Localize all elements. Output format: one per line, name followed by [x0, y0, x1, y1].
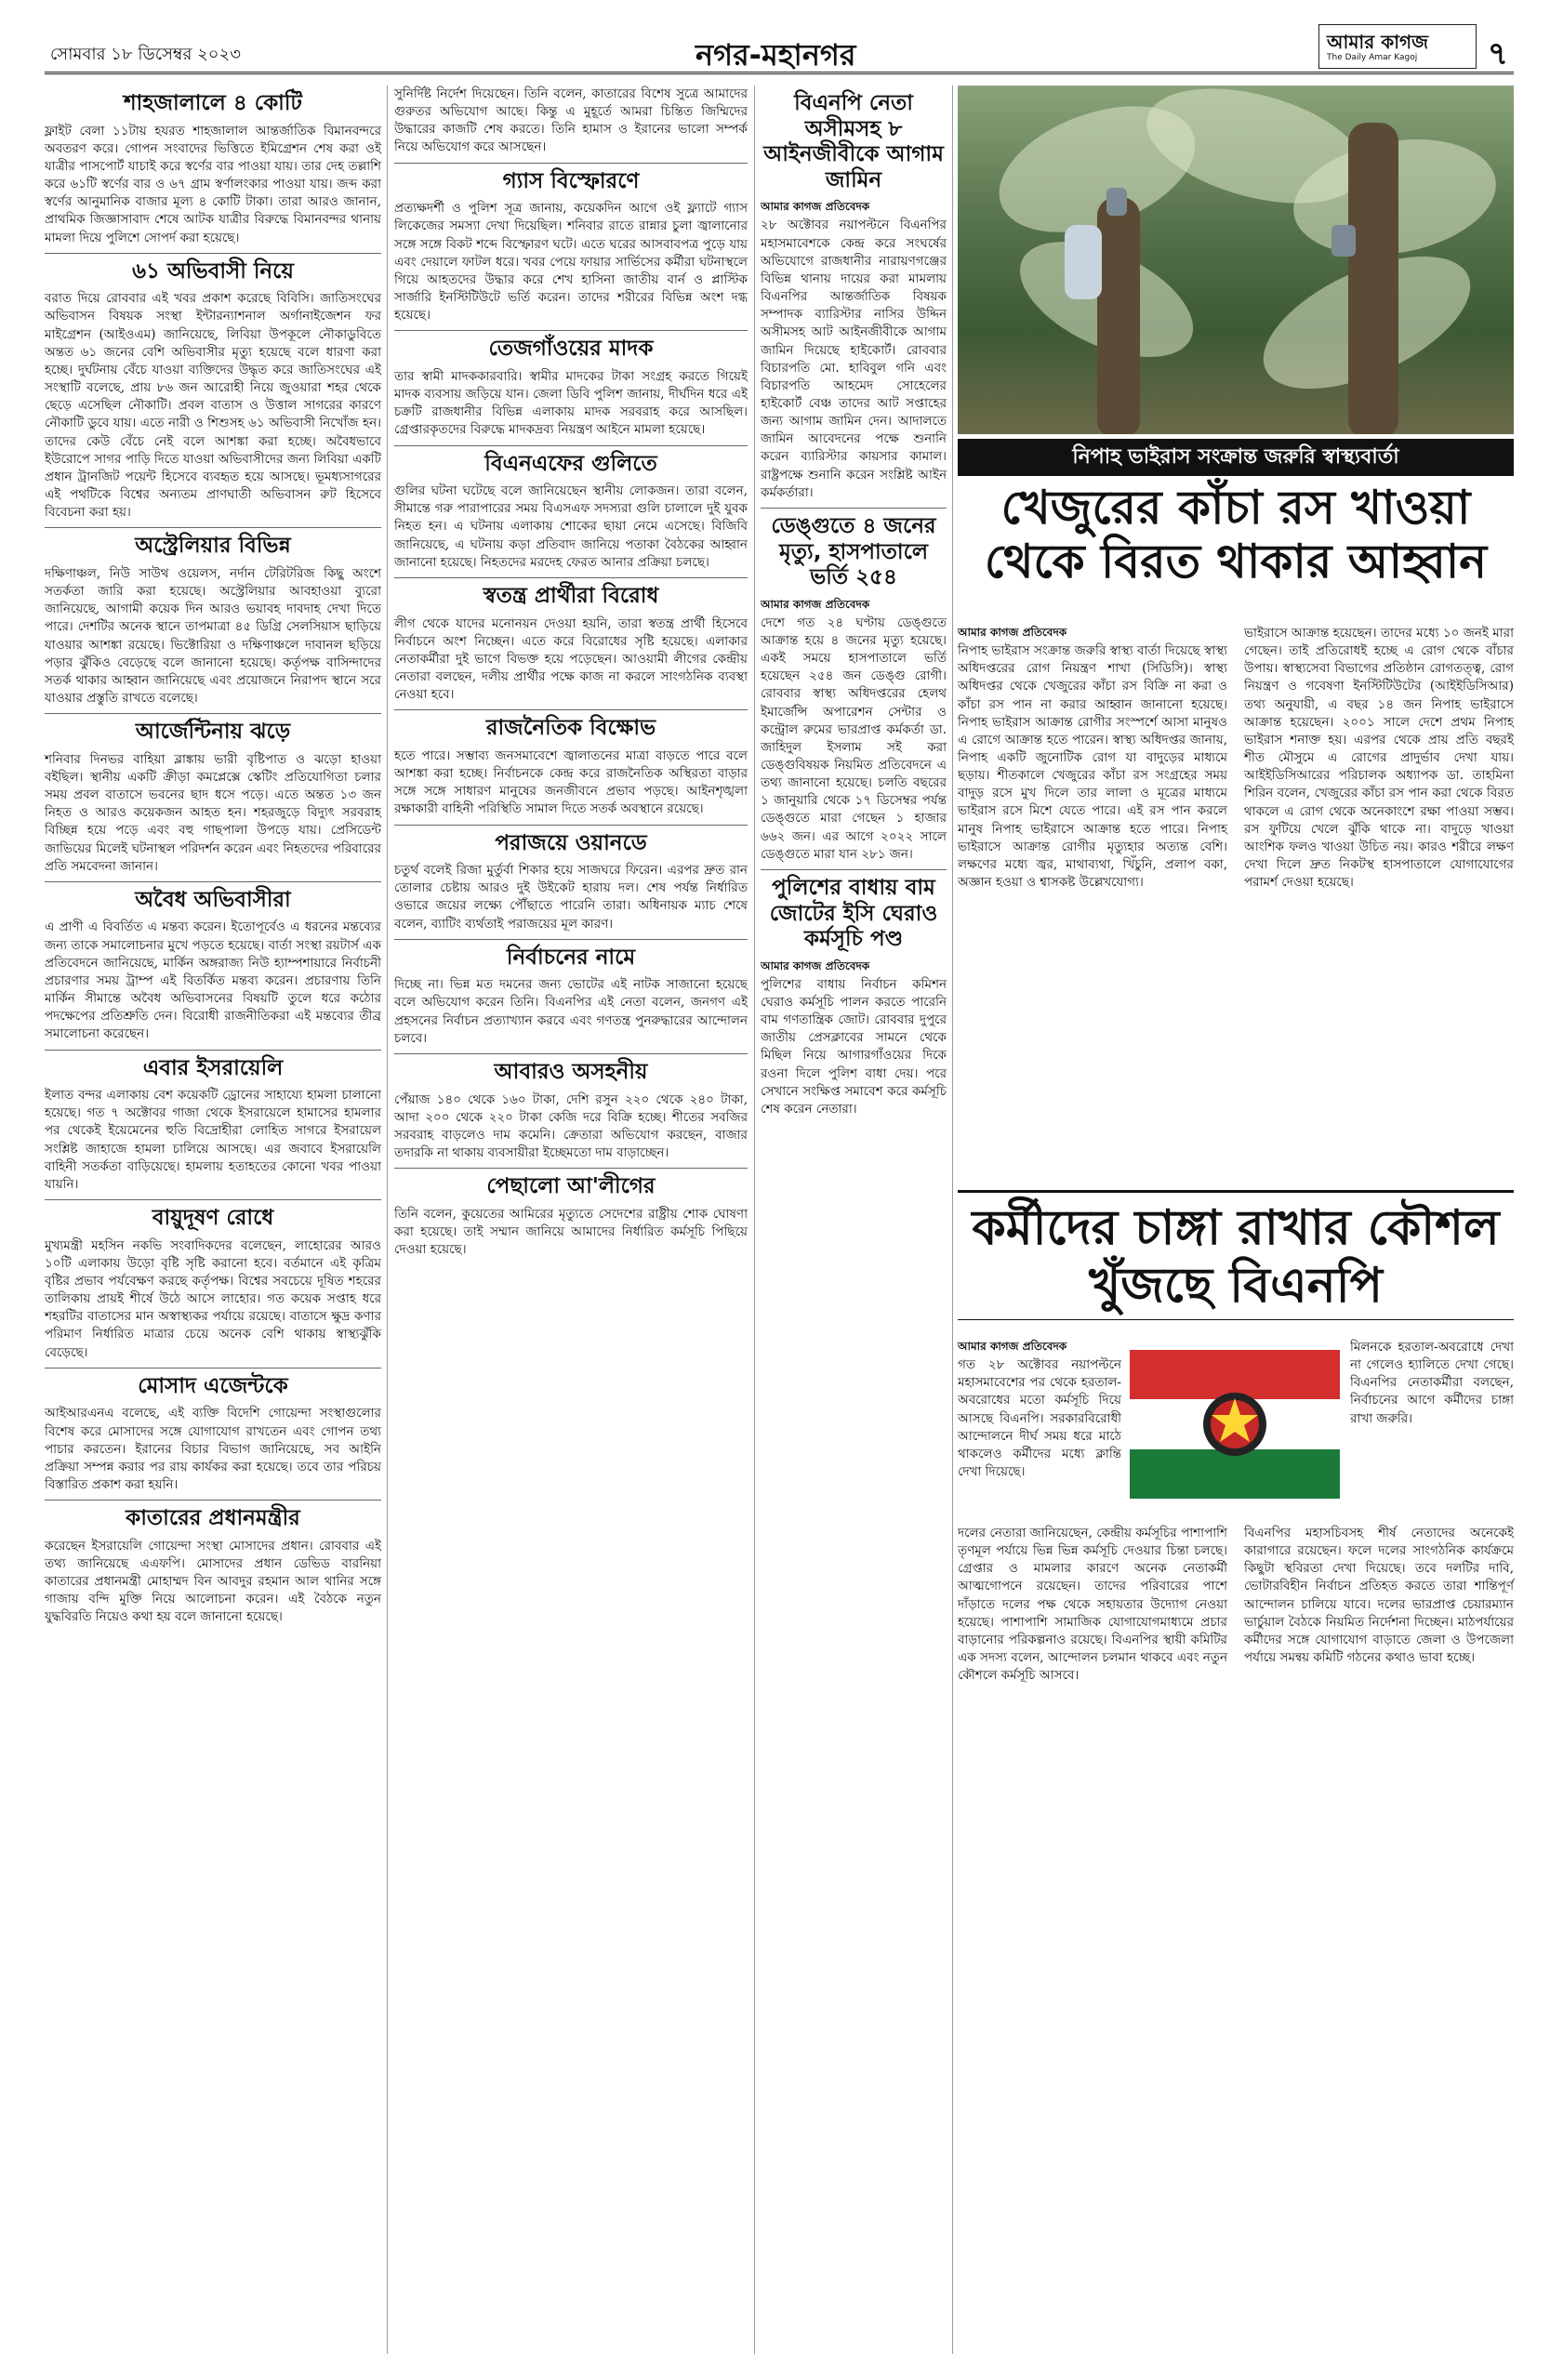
divider	[394, 330, 748, 331]
date-palm-photo	[958, 86, 1514, 434]
bnp-flag-image	[1130, 1350, 1340, 1499]
story-body	[1244, 1525, 1514, 1669]
story-body: দক্ষিণাঞ্চল, নিউ সাউথ ওয়েলস, নর্দান টেরিটরিজ কিছু অংশে সতর্কতা জারি করা হয়েছে। অস্ট্রেলিয়ার আবহাওয়া ব্যুরো জানিয়েছে, আগামী কয়েক দিন আরও ভয়াবহ দাবদাহ দেখা দিতে পারে। দেশটির অনেক স্থানে তাপমাত্রা ৪৫ ডিগ্রি সেলসিয়াস ছাড়িয়ে যাওয়ার আশঙ্কা রয়েছে। ভিক্টোরিয়া ও দক্ষিণাঞ্চলে দাবানল ছড়িয়ে পড়ার ঝুঁকিও বেড়েছে বলে জানানো হয়েছে। কর্তৃপক্ষ বাসিন্দাদের সতর্ক থাকার আহ্বান জানিয়েছে এবং প্রয়োজনে নিরাপদ স্থানে সরে যাওয়ার প্রস্তুতি রাখতে বলেছে।	[45, 565, 381, 706]
divider	[45, 1050, 381, 1051]
story-title: পেছালো আ'লীগের	[486, 1174, 656, 1199]
story-body: ২৮ অক্টোবর নয়াপল্টনে বিএনপির মহাসমাবেশকে কেন্দ্র করে সংঘর্ষের অভিযোগে রাজধানীর নারায়ণগঞ্জের বিভিন্ন থানায় দায়ের করা মামলায় বিএনপির আন্তর্জাতিক বিষয়ক সম্পাদক ব্যারিস্টার নাসির উদ্দিন অসীমসহ আট আইনজীবীকে আগাম জামিন দিয়েছে হাইকোর্ট। রোববার বিচারপতি মো. হাবিবুল গনি এবং বিচারপতি আহমেদ সোহেলের হাইকোর্ট বেঞ্চ তাদের আট সপ্তাহের জন্য আগাম জামিন দেন। আদালতে জামিন আবেদনের পক্ষে শুনানি করেন ব্যারিস্টার কায়সার কামাল। রাষ্ট্রপক্ষে শুনানি করেন সংশ্লিষ্ট আইন কর্মকর্তারা।	[761, 218, 947, 500]
story-body: শনিবার দিনভর বাহিয়া ব্লাঙ্কায় ভারী বৃষ্টিপাত ও ঝড়ো হাওয়া বইছিল। স্থানীয় একটি ক্রীড়া কমপ্লেক্সে স্কেটিং প্রতিযোগিতা চলার সময় প্রবল বাতাসে ভবনের ছাদ ধসে পড়ে। এতে অন্তত ১৩ জন নিহত ও আরও কয়েকজন আহত হন। শহরজুড়ে বিদ্যুৎ সরবরাহ বিচ্ছিন্ন হয়ে পড়ে এবং বহু গাছপালা উপড়ে যায়। প্রেসিডেন্ট জাভিয়ের মিলেই ঘটনাস্থল পরিদর্শন করেন এবং নিহতদের পরিবারের প্রতি সমবেদনা জানান।	[45, 751, 381, 874]
story-title: শাহজালালে ৪ কোটি	[124, 91, 302, 115]
story-body: প্রত্যক্ষদর্শী ও পুলিশ সূত্র জানায়, কয়েকদিন আগে ওই ফ্ল্যাটে গ্যাস লিকেজের সমস্যা দেখা দিয়েছিল। শনিবার রাতে রান্নার চুলা জ্বালানোর সঙ্গে সঙ্গে বিকট শব্দে বিস্ফোরণ ঘটে। এতে ঘরের আসবাবপত্র পুড়ে যায় এবং দেয়ালে ফাটল ধরে। খবর পেয়ে ফায়ার সার্ভিসের কর্মীরা ঘটনাস্থলে গিয়ে আহতদের উদ্ধার করে শেখ হাসিনা জাতীয় বার্ন ও প্লাস্টিক সার্জারি ইনস্টিটিউটে ভর্তি করেন। তাদের শরীরের বিভিন্ন অংশ দগ্ধ হয়েছে।	[394, 201, 748, 324]
logo-subtitle: The Daily Amar Kagoj	[1327, 53, 1418, 62]
divider	[45, 1500, 381, 1501]
story-text: দলের নেতারা জানিয়েছেন, কেন্দ্রীয় কর্মসূচির পাশাপাশি তৃণমূল পর্যায়ে ভিন্ন ভিন্ন কর্মসূচি দেওয়ার চিন্তা চলছে। গ্রেপ্তার ও মামলার কারণে অনেক নেতাকর্মী আত্মগোপনে রয়েছেন। তাদের পরিবারের পাশে দাঁড়াতে দলের পক্ষ থেকে সহায়তার উদ্যোগ নেওয়া হয়েছে। পাশাপাশি সামাজিক যোগাযোগমাধ্যমে প্রচার বাড়ানোর পরিকল্পনাও রয়েছে। বিএনপির স্থায়ী কমিটির এক সদস্য বলেন, আন্দোলন চলমান থাকবে এবং নতুন কৌশলে কর্মসূচি আসবে।	[958, 1526, 1227, 1684]
story-body	[958, 625, 1227, 893]
story-body: ফ্লাইট বেলা ১১টায় হযরত শাহজালাল আন্তর্জাতিক বিমানবন্দরে অবতরণ করে। গোপন সংবাদের ভিত্তিতে ইমিগ্রেশন শেষ করা ওই যাত্রীর পাসপোর্ট যাচাই করে স্বর্ণের বার পাওয়া যায়। তার দেহ তল্লাশি করে ৬১টি স্বর্ণের বার ও ৬৭ গ্রাম স্বর্ণালংকার পাওয়া যায়। জব্দ করা স্বর্ণের আনুমানিক বাজার মূল্য ৪ কোটি টাকা। তারা আরও জানান, প্রাথমিক জিজ্ঞাসাবাদ শেষে আটক যাত্রীর বিরুদ্ধে বিমানবন্দর থানায় মামলা দিয়ে পুলিশে সোপর্দ করা হয়েছে।	[45, 123, 381, 245]
divider	[394, 709, 748, 710]
story-body: লীগ থেকে যাদের মনোনয়ন দেওয়া হয়নি, তারা স্বতন্ত্র প্রার্থী হিসেবে নির্বাচনে অংশ নিচ্ছেন। এতে করে বিরোধের সৃষ্টি হয়েছে। এলাকার নেতাকর্মীরা দুই ভাগে বিভক্ত হয়ে পড়েছেন। আওয়ামী লীগের কেন্দ্রীয় নেতারা বলছেন, দলীয় প্রার্থীর পক্ষে কাজ না করলে সাংগঠনিক ব্যবস্থা নেওয়া হবে।	[394, 615, 748, 703]
story-body: তার স্বামী মাদককারবারি। স্বামীর মাদকের টাকা সংগ্রহ করতে গিয়েই মাদক ব্যবসায় জড়িয়ে যান। জেলা ডিবি পুলিশ জানায়, দীর্ঘদিন ধরে এই চক্রটি রাজধানীর বিভিন্ন এলাকায় মাদক সরবরাহ করে আসছিল। গ্রেপ্তারকৃতদের বিরুদ্ধে মাদকদ্রব্য নিয়ন্ত্রণ আইনে মামলা হয়েছে।	[394, 368, 748, 438]
column-3	[761, 86, 947, 1120]
divider	[761, 869, 947, 870]
logo-name: আমার কাগজ	[1327, 31, 1428, 53]
story-title: নির্বাচনের নামে	[506, 945, 636, 970]
byline: আমার কাগজ প্রতিবেদক	[761, 959, 870, 972]
story-body: বরাত দিয়ে রোববার এই খবর প্রকাশ করেছে বিবিসি। জাতিসংঘের অভিবাসন বিষয়ক সংস্থা ইন্টারন্যাশনাল অর্গানাইজেশন ফর মাইগ্রেশন (আইওএম) জানিয়েছে, লিবিয়া উপকূলে নৌকাডুবিতে অন্তত ৬১ জনের বেশি অভিবাসীর মৃত্যু হয়েছে বলে ধারণা করা হচ্ছে। দুর্ঘটনায় বেঁচে যাওয়া ব্যক্তিদের উদ্ধৃত করে জাতিসংঘের এই সংস্থাটি বলেছে, প্রায় ৮৬ জন আরোহী নিয়ে জুওয়ারা শহর থেকে ছেড়ে এসেছিল নৌকাটি। প্রবল বাতাস ও উত্তাল সাগরের কারণে নৌকাটি ডুবে যায়। এতে নারী ও শিশুসহ ৬১ অভিবাসী নিখোঁজ হন। তাদের কেউ বেঁচে নেই বলে আশঙ্কা করা হচ্ছে। অবৈধভাবে ইউরোপে সাগর পাড়ি দিতে যাওয়া অভিবাসীদের জন্য লিবিয়া একটি প্রধান ট্রানজিট পয়েন্ট হিসেবে ব্যবহৃত হয়ে আসছে। ভূমধ্যসাগরের এই পথটিকে বিশ্বের অন্যতম প্রাণঘাতী অভিবাসন রুট হিসেবে বিবেচনা করা হয়।	[45, 291, 381, 521]
divider	[394, 163, 748, 164]
story-body	[1350, 1339, 1514, 1430]
story-title: পুলিশের বাধায় বাম জোটের ইসি ঘেরাও কর্মসূচি পণ্ড	[769, 875, 938, 952]
story-text: গত ২৮ অক্টোবর নয়াপল্টনে মহাসমাবেশের পর থেকে হরতাল-অবরোধের মতো কর্মসূচি দিয়ে আসছে বিএনপি। সরকারবিরোধী আন্দোলনে দীর্ঘ সময় ধরে মাঠে থাকলেও কর্মীদের মধ্যে ক্লান্তি দেখা দিয়েছে।	[958, 1357, 1121, 1479]
page-header	[45, 20, 1514, 74]
byline: আমার কাগজ প্রতিবেদক	[958, 1340, 1067, 1353]
divider	[394, 445, 748, 446]
story-body: সুনির্দিষ্ট নির্দেশ দিয়েছেন। তিনি বলেন, কাতারের বিশেষ সুত্রে আমাদের গুরুতর অভিযোগ আছে। কিন্তু এ মুহূর্তে আমরা চিন্তিত জিম্মিদের উদ্ধারের কাজটি শেষ করতে। তিনি হামাস ও ইরানের ভালো সম্পর্ক নিয়ে অভিযোগ করে আসছেন।	[394, 86, 748, 155]
story-body: গুলির ঘটনা ঘটেছে বলে জানিয়েছেন স্থানীয় লোকজন। তারা বলেন, সীমান্তে গরু পারাপারের সময় বিএসএফ সদস্যরা গুলি চালালে দুই যুবক নিহত হন। এ ঘটনায় এলাকায় শোকের ছায়া নেমে এসেছে। বিজিবি জানিয়েছে, এ ঘটনায় কড়া প্রতিবাদ জানিয়ে পতাকা বৈঠকের আহ্বান জানানো হয়েছে। নিহতদের মরদেহ ফেরত আনার প্রক্রিয়া চলছে।	[394, 483, 748, 570]
divider	[45, 713, 381, 714]
story-title: আর্জেন্টিনায় ঝড়ে	[135, 720, 291, 745]
divider	[45, 527, 381, 528]
divider	[761, 508, 947, 509]
divider	[45, 253, 381, 254]
headline-nipah: খেজুরের কাঁচা রস খাওয়া থেকে বিরত থাকার আহ্বান	[984, 481, 1488, 588]
story-body	[1244, 625, 1514, 893]
story-body	[958, 1339, 1121, 1483]
story-body: এ প্রাণী এ বিবর্তিত এ মন্তব্য করেন। ইতোপূর্বেও এ ধরনের মন্তব্যের জন্য তাকে সমালোচনার মুখে পড়তে হয়েছে। বার্তা সংস্থা রয়টার্স এক প্রতিবেদনে জানিয়েছে, মার্কিন অঙ্গরাজ্য নিউ হ্যাম্পশায়ারে নির্বাচনী প্রচারণার সময় ট্রাম্প এই বিতর্কিত মন্তব্য করেন। প্রচারণায় তিনি মার্কিন সীমান্তে অবৈধ অভিবাসনের বিষয়টি তুলে ধরে কঠোর পদক্ষেপের প্রতিশ্রুতি দেন। বিরোধী রাজনীতিকরা এই মন্তব্যের তীব্র সমালোচনা করেছেন।	[45, 919, 381, 1042]
story-body: হতে পারে। সম্ভাব্য জনসমাবেশে জ্বালাতনের মাত্রা বাড়তে পারে বলে আশঙ্কা করা হচ্ছে। নির্বাচনকে কেন্দ্র করে রাজনৈতিক অস্থিরতা বাড়ার সঙ্গে সঙ্গে সাধারণ মানুষের জনজীবনে প্রভাব পড়ছে। আইনশৃঙ্খলা রক্ষাকারী বাহিনী পরিস্থিতি সামাল দিতে সতর্ক অবস্থানে রয়েছে।	[394, 747, 748, 817]
story-body: তিনি বলেন, কুয়েতের আমিরের মৃত্যুতে সেদেশের রাষ্ট্রীয় শোক ঘোষণা করা হয়েছে। তাই সম্মান জানিয়ে আমাদের নির্ধারিত কর্মসূচি পিছিয়ে দেওয়া হয়েছে।	[394, 1206, 748, 1258]
story-title: পরাজয়ে ওয়ানডে	[495, 830, 647, 855]
story-title: তেজগাঁওয়ের মাদক	[488, 337, 654, 362]
story-body: দেশে গত ২৪ ঘণ্টায় ডেঙ্গুতে আক্রান্ত হয়ে ৪ জনের মৃত্যু হয়েছে। একই সময়ে হাসপাতালে ভর্তি হয়েছেন ২৫৪ জন ডেঙ্গু রোগী। রোববার স্বাস্থ্য অধিদপ্তরের হেলথ ইমার্জেন্সি অপারেশন সেন্টার ও কন্ট্রোল রুমের ভারপ্রাপ্ত কর্মকর্তা ডা. জাহিদুল ইসলাম সই করা ডেঙ্গুবিষয়ক নিয়মিত প্রতিবেদনে এ তথ্য জানানো হয়েছে। চলতি বছরের ১ জানুয়ারি থেকে ১৭ ডিসেম্বর পর্যন্ত ডেঙ্গুতে মারা গেছেন ১ হাজার ৬৬২ জন। এর আগে ২০২২ সালে ডেঙ্গুতে মারা যান ২৮১ জন।	[761, 615, 947, 862]
story-title: মোসাদ এজেন্টকে	[138, 1373, 288, 1398]
byline: আমার কাগজ প্রতিবেদক	[958, 626, 1067, 639]
story-title: স্বতন্ত্র প্রার্থীরা বিরোধ	[483, 583, 659, 608]
section-title: নগর-মহানগর	[696, 37, 856, 73]
divider	[45, 881, 381, 882]
masthead-logo	[1318, 24, 1477, 69]
story-title: রাজনৈতিক বিক্ষোভ	[485, 716, 656, 741]
story-text: নিপাহ ভাইরাস সংক্রান্ত জরুরি স্বাস্থ্য বার্তা দিয়েছে স্বাস্থ্য অধিদপ্তরের রোগ নিয়ন্ত্রণ শাখা (সিডিসি)। স্বাস্থ্য অধিদপ্তর থেকে খেজুরের কাঁচা রস বিক্রি না করা ও কাঁচা রস পান না করার আহ্বান জানানো হয়েছে। নিপাহ ভাইরাস আক্রান্ত রোগীর সংস্পর্শে আসা মানুষও এ রোগে আক্রান্ত হতে পারেন। স্বাস্থ্য অধিদপ্তর জানায়, নিপাহ একটি জুনোটিক রোগ যা বাদুড়ের মাধ্যমে ছড়ায়। শীতকালে খেজুরের কাঁচা রস সংগ্রহের সময় বাদুড় রসে মুখ দিলে তার লালা ও মূত্রের মাধ্যমে ভাইরাস রসে মিশে যেতে পারে। এই রস পান করলে মানুষ নিপাহ ভাইরাসে আক্রান্ত হতে পারে। নিপাহ ভাইরাসে আক্রান্ত রোগীর মৃত্যুহার অত্যন্ত বেশি। লক্ষণের মধ্যে জ্বর, মাথাব্যথা, খিঁচুনি, প্রলাপ বকা, অজ্ঞান হওয়া ও শ্বাসকষ্ট উল্লেখযোগ্য।	[958, 643, 1227, 891]
story-kicker: নিপাহ ভাইরাস সংক্রান্ত জরুরি স্বাস্থ্যবার্তা	[958, 439, 1514, 476]
story-title: কাতারের প্রধানমন্ত্রীর	[126, 1506, 300, 1531]
story-text: বিএনপির মহাসচিবসহ শীর্ষ নেতাদের অনেকেই কারাগারে রয়েছেন। ফলে দলের সাংগঠনিক কার্যক্রমে কিছুটা স্থবিরতা দেখা দিয়েছে। তবে দলটির দাবি, ভোটারবিহীন নির্বাচন প্রতিহত করতে তারা শান্তিপূর্ণ আন্দোলন চালিয়ে যাবে। দলের ভারপ্রাপ্ত চেয়ারম্যান ভার্চুয়াল বৈঠকে নিয়মিত নির্দেশনা দিচ্ছেন। মাঠপর্যায়ের কর্মীদের সঙ্গে যোগাযোগ বাড়াতে জেলা ও উপজেলা পর্যায়ে সমন্বয় কমিটি গঠনের কথাও ভাবা হচ্ছে।	[1244, 1526, 1514, 1666]
story-text: ভাইরাসে আক্রান্ত হয়েছেন। তাদের মধ্যে ১০ জনই মারা গেছেন। তাই প্রতিরোধই হচ্ছে এ রোগ থেকে বাঁচার উপায়। স্বাস্থ্যসেবা বিভাগের প্রতিষ্ঠান রোগতত্ত্ব, রোগ নিয়ন্ত্রণ ও গবেষণা ইনস্টিটিউটের (আইইডিসিআর) তথ্য অনুযায়ী, এ বছর ১৪ জন নিপাহ ভাইরাসে আক্রান্ত হয়েছেন। ২০০১ সালে দেশে প্রথম নিপাহ ভাইরাস শনাক্ত হয়। এরপর থেকে প্রায় প্রতি বছরই শীত মৌসুমে এ রোগের প্রাদুর্ভাব দেখা যায়। আইইডিসিআরের পরিচালক অধ্যাপক ডা. তাহমিনা শিরিন বলেন, খেজুরের কাঁচা রস পান করা থেকে বিরত থাকলে এ রোগ থেকে অনেকাংশে রক্ষা পাওয়া সম্ভব। রস ফুটিয়ে খেলে ঝুঁকি থাকে না। বাদুড়ে খাওয়া আংশিক ফলও খাওয়া উচিত নয়। কারও শরীরে লক্ষণ দেখা দিলে দ্রুত নিকটস্থ হাসপাতালে যোগাযোগের পরামর্শ দেওয়া হয়েছে।	[1244, 626, 1514, 891]
story-body: মুখ্যমন্ত্রী মহসিন নকভি সংবাদিকদের বলেছেন, লাহোরের আরও ১০টি এলাকায় উড়ো বৃষ্টি সৃষ্টি করানো হবে। বর্তমানে এই কৃত্রিম বৃষ্টির প্রভাব পর্যবেক্ষণ করছে কর্তৃপক্ষ। বিশ্বের সবচেয়ে দূষিত শহরের তালিকায় প্রায়ই শীর্ষে উঠে আসে লাহোর। গত কয়েক সপ্তাহ ধরে শহরটির বাতাসের মান অস্বাস্থ্যকর পর্যায়ে রয়েছে। বাতাসে ক্ষুদ্র কণার পরিমাণ নির্ধারিত মাত্রার চেয়ে অনেক বেশি থাকায় স্বাস্থ্যঝুঁকি বেড়েছে।	[45, 1237, 381, 1360]
story-title: এবার ইসরায়েলি	[142, 1055, 284, 1080]
byline: আমার কাগজ প্রতিবেদক	[761, 200, 870, 214]
story-body: করেছেন ইসরায়েলি গোয়েন্দা সংস্থা মোসাদের প্রধান। রোববার এই তথ্য জানিয়েছে এএফপি। মোসাদের প্রধান ডেভিড বারনিয়া কাতারের প্রধানমন্ত্রী মোহাম্মদ বিন আবদুর রহমান আল থানির সঙ্গে গাজায় বন্দি মুক্তি নিয়ে আলোচনা করেন। এই বৈঠকে নতুন যুদ্ধবিরতি নিয়েও কথা হয় বলে জানানো হয়েছে।	[45, 1538, 381, 1625]
headline-bnp: কর্মীদের চাঙ্গা রাখার কৌশল খুঁজছে বিএনপি	[972, 1200, 1500, 1315]
story-title: বায়ুদূষণ রোধে	[152, 1206, 274, 1231]
story-body: পুলিশের বাধায় নির্বাচন কমিশন ঘেরাও কর্মসূচি পালন করতে পারেনি বাম গণতান্ত্রিক জোট। রোববার দুপুরে জাতীয় প্রেসক্লাবের সামনে থেকে মিছিল নিয়ে আগারগাঁওয়ের দিকে রওনা দিলে পুলিশ বাধা দেয়। পরে সেখানে সংক্ষিপ্ত সমাবেশ করে কর্মসূচি শেষ করেন নেতারা।	[761, 976, 947, 1117]
story-title: বিএনপি নেতা অসীমসহ ৮ আইনজীবীকে আগাম জামিন	[763, 91, 944, 192]
story-body: ইলাত বন্দর এলাকায় বেশ কয়েকটি ড্রোনের সাহায্যে হামলা চালানো হয়েছে। গত ৭ অক্টোবর গাজা থেকে ইসরায়েলে হামাসের হামলার পর থেকেই ইয়েমেনের হুতি বিদ্রোহীরা লোহিত সাগরে ইসরায়েল সংশ্লিষ্ট জাহাজে হামলা চালিয়ে আসছে। এর জবাবে ইসরায়েলি বাহিনী সতর্কতা বাড়িয়েছে। হামলায় হতাহতের কোনো খবর পাওয়া যায়নি।	[45, 1088, 381, 1192]
story-title: গ্যাস বিস্ফোরণে	[502, 168, 640, 193]
column-1	[45, 86, 381, 1629]
divider	[394, 577, 748, 578]
divider	[394, 1168, 748, 1169]
sap-pot	[1331, 225, 1356, 257]
story-title: অবৈধ অভিবাসীরা	[135, 887, 291, 912]
divider	[45, 1199, 381, 1200]
divider	[394, 825, 748, 826]
story-text: মিলনকে হরতাল-অবরোধে দেখা না গেলেও হ্যালিতে দেখা গেছে। বিএনপির নেতাকর্মীরা বলছেন, নির্বাচনের আগে কর্মীদের চাঙ্গা রাখা জরুরি।	[1350, 1340, 1514, 1426]
column-2	[394, 86, 748, 1261]
story-title: বিএনএফের গুলিতে	[484, 451, 657, 476]
story-title: ৬১ অভিবাসী নিয়ে	[132, 258, 294, 284]
byline: আমার কাগজ প্রতিবেদক	[761, 597, 870, 611]
sap-pot	[1106, 188, 1127, 216]
story-body: চতুর্থ বলেই রিজা মুর্তুর্বা শিকার হয়ে সাজঘরে ফিরেন। এরপর দ্রুত রান তোলার চেষ্টায় আরও দুই উইকেট হারায় দল। শেষ পর্যন্ত নির্ধারিত ওভারে জয়ের লক্ষ্যে পৌঁছাতে পারেনি তারা। অধিনায়ক ম্যাচ শেষে বলেন, ব্যাটিং ব্যর্থতাই পরাজয়ের মূল কারণ।	[394, 863, 748, 932]
issue-date: সোমবার ১৮ ডিসেম্বর ২০২৩	[50, 45, 241, 64]
story-title: অস্ট্রেলিয়ার বিভিন্ন	[135, 534, 291, 559]
palm-trunk	[1348, 123, 1398, 434]
story-body	[958, 1525, 1227, 1686]
story-body: আইআরএনএ বলেছে, এই ব্যক্তি বিদেশি গোয়েন্দা সংস্থাগুলোর বিশেষ করে মোসাদের সঙ্গে যোগাযোগ রাখতেন এবং গোপন তথ্য পাচার করতেন। ইরানের বিচার বিভাগ জানিয়েছে, সব আইনি প্রক্রিয়া সম্পন্ন করার পর রায় কার্যকর করা হয়েছে। তবে তার পরিচয় বিস্তারিত প্রকাশ করা হয়নি।	[45, 1406, 381, 1492]
sap-collector	[1065, 225, 1102, 299]
column-divider	[952, 86, 953, 2354]
column-divider	[754, 86, 755, 2354]
column-divider	[387, 86, 388, 2354]
story-title: আবারও অসহনীয়	[494, 1059, 648, 1084]
story-title: ডেঙ্গুতে ৪ জনের মৃত্যু, হাসপাতালে ভর্তি ২৫৪	[771, 513, 936, 590]
palm-trunk	[1097, 197, 1140, 434]
divider	[394, 939, 748, 940]
page-number: ৭	[1487, 35, 1508, 73]
story-body: দিচ্ছে না। ভিন্ন মত দমনের জন্য ভোটের এই নাটক সাজানো হয়েছে বলে অভিযোগ করেন তিনি। বিএনপির এই নেতা বলেন, জনগণ এই প্রহসনের নির্বাচন প্রত্যাখ্যান করবে এবং গণতন্ত্র পুনরুদ্ধারের আন্দোলন চলবে।	[394, 977, 748, 1046]
divider	[394, 1053, 748, 1054]
story-body: পেঁয়াজ ১৪০ থেকে ১৬০ টাকা, দেশি রসুন ২২০ থেকে ২৪০ টাকা, আদা ২০০ থেকে ২২০ টাকা কেজি দরে বিক্রি হচ্ছে। শীতের সবজির সরবরাহ বাড়লেও দাম কমেনি। ক্রেতারা অভিযোগ করছেন, বাজার তদারকি না থাকায় ব্যবসায়ীরা ইচ্ছেমতো দাম বাড়াচ্ছেন।	[394, 1091, 748, 1160]
